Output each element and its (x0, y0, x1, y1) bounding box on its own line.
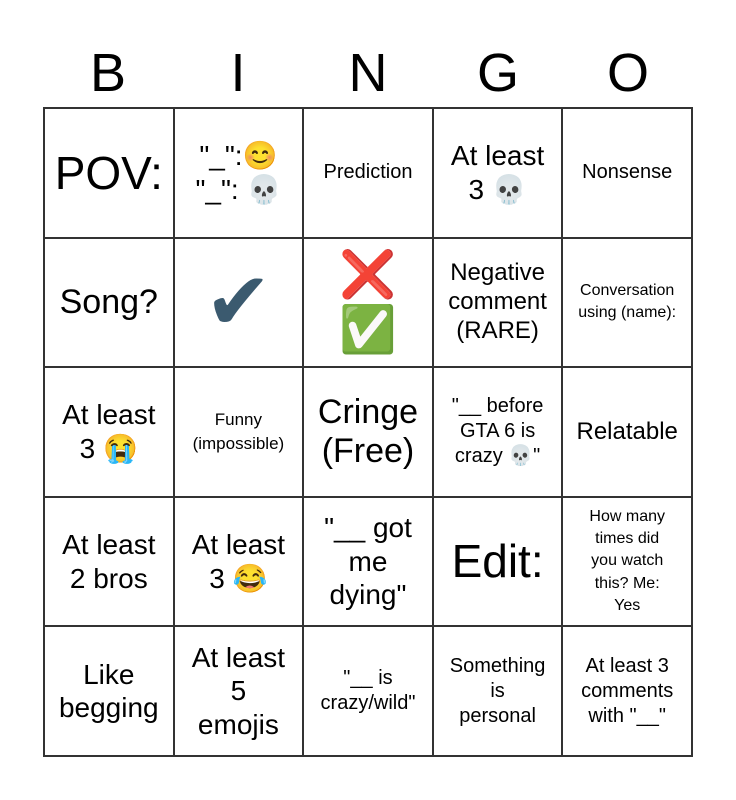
bingo-cell[interactable] (44, 497, 174, 627)
header-letter-i: I (230, 43, 246, 103)
check-mark-icon: ✔ (204, 255, 272, 349)
cell-text: At least 3 comments with "__" (581, 654, 674, 727)
header-letter-o: O (606, 43, 649, 103)
bingo-cell[interactable] (433, 497, 563, 627)
cell-text: At least 3 😭 (62, 399, 156, 464)
bingo-cell[interactable] (433, 238, 563, 368)
cell-text: Prediction (323, 161, 413, 184)
bingo-cell[interactable] (174, 367, 304, 497)
bingo-cell[interactable] (174, 238, 304, 368)
cell-text: Cringe (Free) (317, 392, 419, 470)
cell-text: At least 5 emojis (191, 641, 286, 740)
cell-text: "__ is crazy/wild" (320, 667, 416, 715)
bingo-cell[interactable] (562, 367, 692, 497)
bingo-cell[interactable] (303, 626, 433, 756)
cell-text: Something is personal (449, 654, 546, 727)
bingo-cell[interactable] (303, 367, 433, 497)
bingo-cell[interactable] (44, 238, 174, 368)
bingo-cell[interactable] (562, 497, 692, 627)
bingo-cell[interactable] (562, 108, 692, 238)
cell-text: Funny (impossible) (192, 410, 285, 453)
cell-text: "_":😊 "_": 💀 (195, 140, 282, 205)
bingo-cell[interactable] (303, 497, 433, 627)
cell-text: Nonsense (582, 161, 673, 184)
header-letter-g: G (476, 43, 519, 103)
cell-text: Negative comment (RARE) (448, 259, 547, 344)
bingo-cell[interactable] (562, 626, 692, 756)
bingo-cell[interactable] (562, 238, 692, 368)
bingo-cell[interactable] (433, 367, 563, 497)
cell-text: How many times did you watch this? Me: Yes (589, 507, 665, 615)
cell-text: "__ got me dying" (324, 512, 412, 611)
bingo-cell[interactable] (174, 626, 304, 756)
cell-text: Song? (59, 282, 158, 321)
cell-text: Conversation using (name): (578, 282, 677, 322)
bingo-board (43, 107, 693, 757)
bingo-cell[interactable] (174, 497, 304, 627)
bingo-cell[interactable] (44, 626, 174, 756)
cell-text: Edit: (451, 535, 544, 588)
cross-and-check-icon: ❌ ✅ (339, 247, 397, 357)
bingo-cell[interactable] (433, 626, 563, 756)
cell-text: Relatable (576, 417, 678, 445)
cell-text: At least 2 bros (62, 529, 156, 594)
cell-text: Like begging (58, 658, 159, 724)
bingo-cell[interactable] (433, 108, 563, 238)
bingo-cell[interactable] (303, 108, 433, 238)
bingo-cell[interactable] (44, 367, 174, 497)
header-letter-b: B (89, 43, 127, 103)
cell-text: "__ before GTA 6 is crazy 💀" (451, 395, 544, 468)
cell-text: At least 3 😂 (191, 529, 286, 594)
bingo-cell[interactable] (303, 238, 433, 368)
cell-text: POV: (54, 146, 163, 199)
cell-text: At least 3 💀 (450, 140, 545, 205)
bingo-cell[interactable] (44, 108, 174, 238)
header-letter-n: N (348, 43, 388, 103)
bingo-header (43, 38, 693, 108)
bingo-cell[interactable] (174, 108, 304, 238)
